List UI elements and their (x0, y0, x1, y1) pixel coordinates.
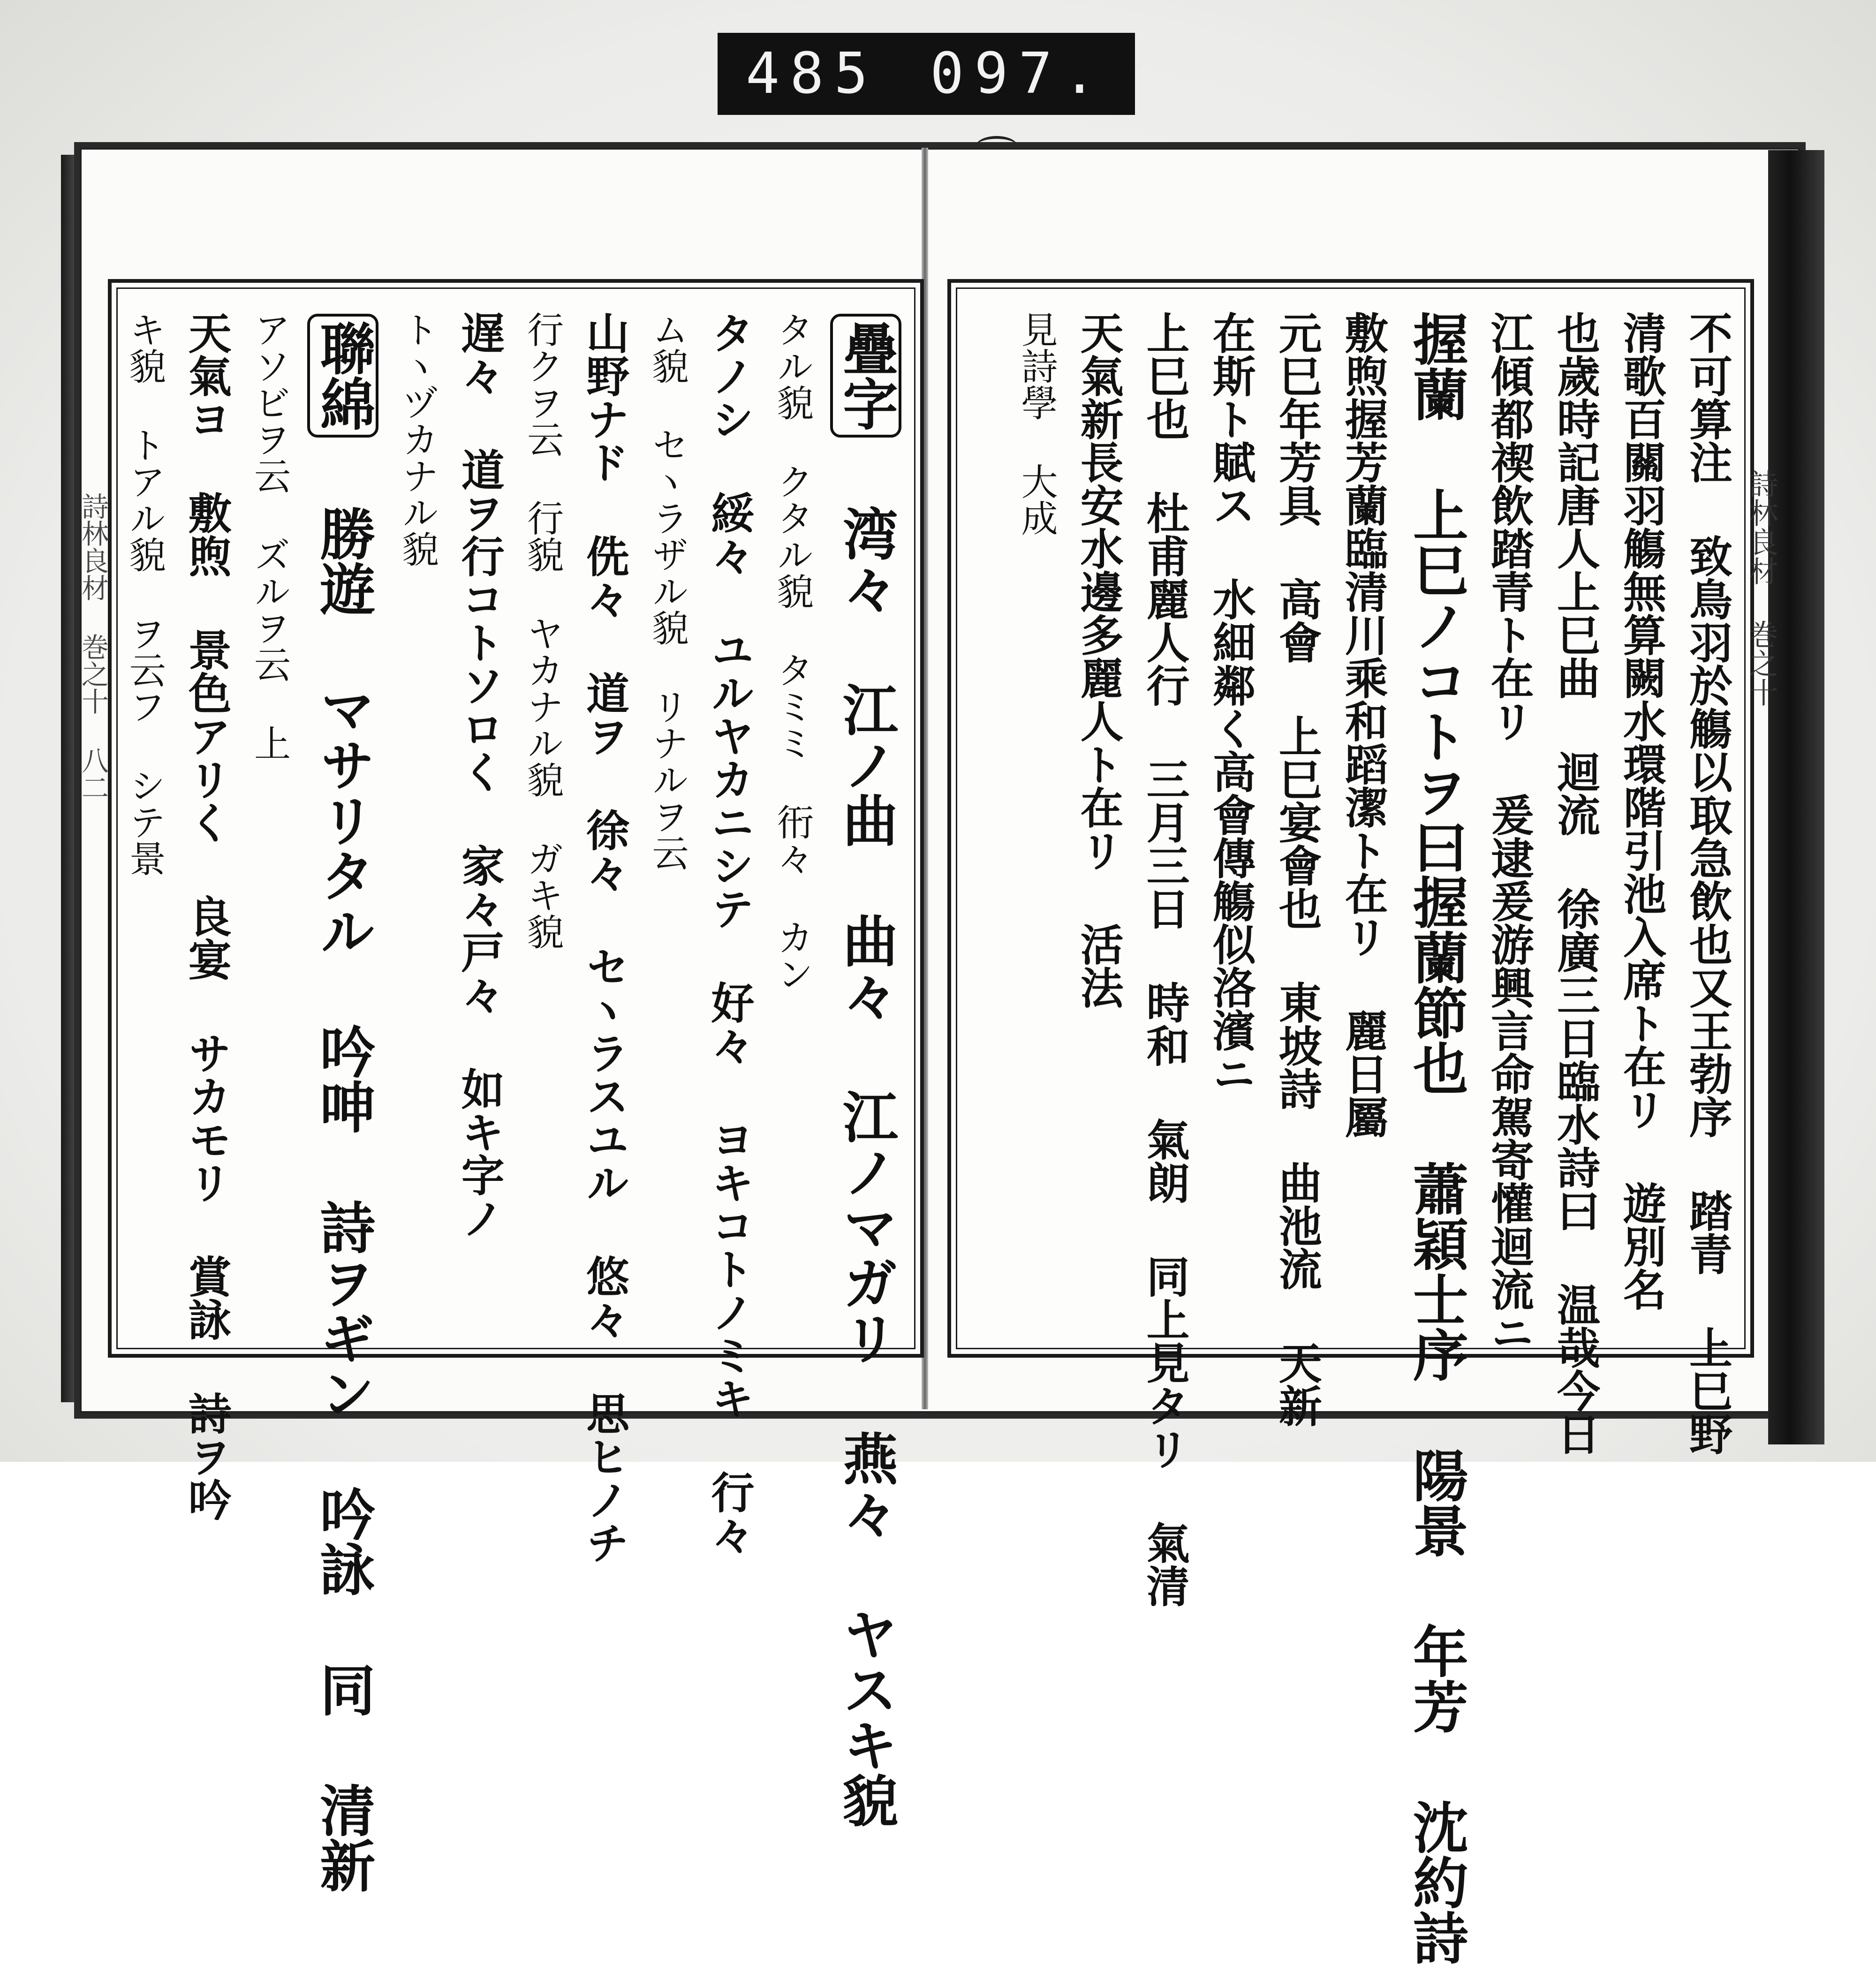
binding-mark (976, 136, 1018, 158)
left-page-section-heading: 疊字 (830, 314, 901, 438)
right-page-column: 江傾都禊飲踏青ト在リ 爰逮爰游興言命駕寄懽迴流ニ (1483, 311, 1535, 1354)
right-page-column: 握蘭 上巳ノコトヲ曰握蘭節也 蕭穎士序 陽景 年芳 沈約詩 (1403, 311, 1469, 1965)
frame-label (718, 33, 1135, 115)
right-page-column: 見詩學 大成 (1015, 311, 1058, 536)
frame-number-right: 097. (930, 41, 1107, 106)
left-page-column: タノシ 綏々 ユルヤカニシテ 好々 ヨキコトノミキ 行々 (704, 311, 755, 1557)
left-page-section-heading: 聯綿 (307, 314, 378, 438)
right-page-text (970, 311, 1733, 1965)
left-page-column-text: 湾々 江ノ曲 曲々 江ノマガリ 燕々 ヤスキ貌 (833, 440, 899, 1828)
right-margin-title: 詩林良材 巻之十 (1744, 469, 1778, 707)
left-page-column: 天氣ヨ 敷煦 景色アリく 良宴 サカモリ 賞詠 詩ヲ吟 (181, 311, 232, 1521)
left-page-column: アソビヲ云 ズルヲ云 上 (248, 311, 291, 761)
right-page-column: 在斯ト賦ス 水細鄰く高會傳觴似洛濱ニ (1205, 311, 1256, 1095)
left-page-column (830, 311, 901, 1828)
left-page-column: 遅々 道ヲ行コトソロく 家々戸々 如キ字ノ (454, 311, 505, 1239)
left-page-text (123, 311, 901, 1893)
right-page-column: 清歌百關羽觴無算闕水環階引池入席ト在リ 遊別名 (1616, 311, 1667, 1311)
left-page-column-text: 勝遊 マサリタル 吟呻 詩ヲギン 吟詠 同 清新 (310, 440, 376, 1893)
right-page-column: 也歲時記唐人上巳曲 迴流 徐廣三日臨水詩曰 温哉今日 (1550, 311, 1601, 1455)
right-page-column: 天氣新長安水邊多麗人ト在リ 活法 (1073, 311, 1124, 1009)
right-page-column: 敷煦握芳蘭臨清川乘和蹈潔ト在リ 麗日屬 (1338, 311, 1389, 1138)
left-margin-title: 詩林良材 巻之十 八二 (77, 492, 109, 801)
left-page-column: 行クヲ云 行貌 ヤカナル貌 ガキ貌 (521, 311, 564, 950)
left-page-column: タル貌 クタル貌 タミミ 衎々 カン (771, 311, 813, 992)
right-page-column: 元巳年芳具 高會 上巳宴會也 東坡詩 曲池流 天新 (1271, 311, 1323, 1427)
left-page-column: ム貌 セヽラザル貌 リナルヲ云 (646, 311, 688, 871)
frame-number-left: 485 (746, 41, 878, 106)
right-page-column: 上巳也 杜甫麗人行 三月三日 時和 氣朗 同上見タリ 氣清 (1139, 311, 1190, 1607)
left-page-column: 山野ナド 侁々 道ヲ 徐々 セヽラスユル 悠々 思ヒノチ (579, 311, 630, 1564)
left-page-column: キ貌 トアル貌 ヲ云フ シテ景 (123, 311, 166, 877)
left-page-column: トヽヅカナル貌 (396, 311, 439, 567)
left-page (108, 279, 924, 1893)
right-page-column: 不可算注 致鳥羽於觴以取急飲也又王勃序 踏青 上巳野 (1682, 311, 1733, 1455)
right-page (947, 279, 1754, 1965)
left-page-column (307, 311, 378, 1893)
